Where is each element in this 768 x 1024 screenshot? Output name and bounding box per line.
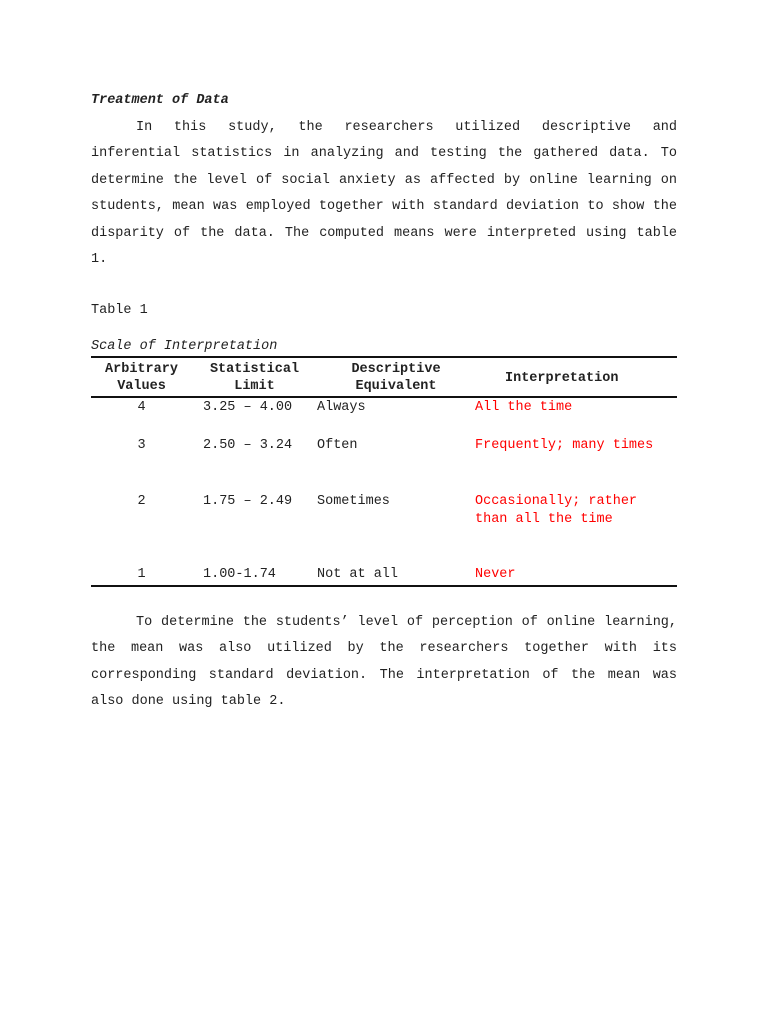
cell-interpretation: Occasionally; rather than all the time (475, 494, 638, 527)
cell-interpretation: Never (475, 567, 516, 582)
cell-interpretation: All the time (475, 400, 573, 415)
paragraph-perception-intro: To determine the students’ level of perception of online learning, the mean was also utilized by the researchers together with its corresponding standard deviation. The interpretation of the mean was also done using table 2. (91, 615, 677, 710)
cell-arbitrary-value: 2 (137, 494, 146, 509)
section-heading: Treatment of Data (91, 93, 229, 108)
table-row (91, 436, 677, 492)
table-row (91, 565, 677, 586)
header-interpretation: Interpretation (475, 357, 677, 397)
paragraph-treatment-intro: In this study, the researchers utilized descriptive and inferential statistics in analyzing and testing the gathered data. To determine the level of social anxiety as affected by online learning on students, mean was employed together with standard deviation to show the disparity of the data. The computed means were interpreted using table 1. (91, 120, 677, 268)
table-row (91, 397, 677, 436)
cell-arbitrary-value: 3 (137, 438, 146, 453)
cell-statistical-limit: 2.50 – 3.24 (203, 438, 293, 453)
table-header-row (91, 357, 677, 397)
cell-arbitrary-value: 1 (137, 567, 146, 582)
table-row (91, 492, 677, 565)
header-arbitrary-values: Arbitrary Values (91, 357, 192, 397)
interpretation-table (91, 356, 677, 587)
cell-descriptive-equivalent: Often (317, 438, 358, 453)
cell-descriptive-equivalent: Sometimes (317, 494, 390, 509)
table-title: Scale of Interpretation (91, 339, 278, 354)
cell-arbitrary-value: 4 (137, 400, 146, 415)
cell-interpretation: Frequently; many times (475, 438, 654, 453)
header-statistical-limit: Statistical Limit (192, 357, 317, 397)
cell-statistical-limit: 1.75 – 2.49 (203, 494, 293, 509)
cell-descriptive-equivalent: Not at all (317, 567, 399, 582)
cell-statistical-limit: 3.25 – 4.00 (203, 400, 293, 415)
table-number: Table 1 (91, 303, 148, 318)
cell-descriptive-equivalent: Always (317, 400, 366, 415)
header-descriptive-equivalent: Descriptive Equivalent (317, 357, 475, 397)
cell-statistical-limit: 1.00-1.74 (203, 567, 276, 582)
